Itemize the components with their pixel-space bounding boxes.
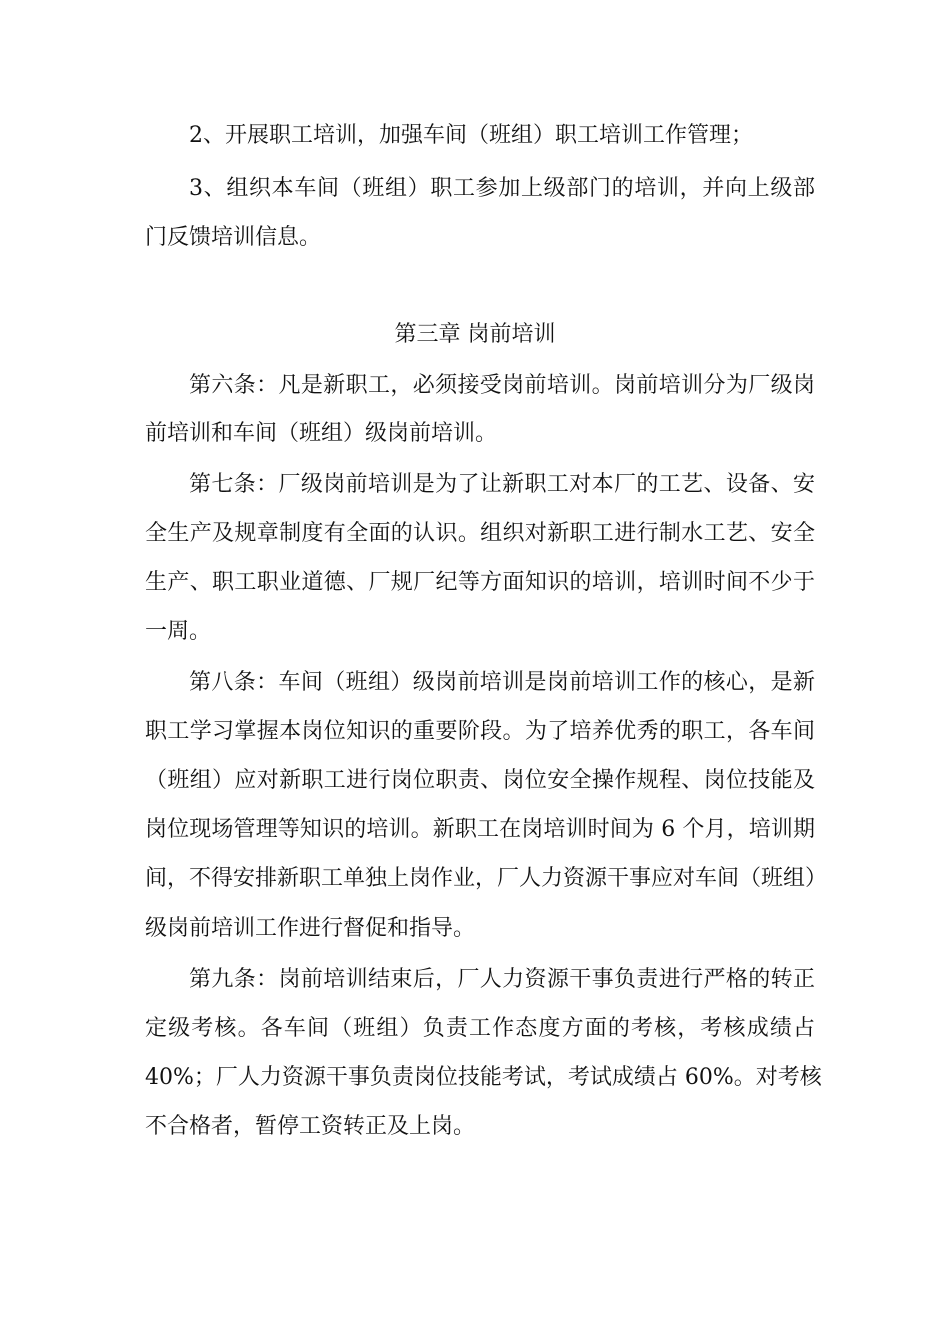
article-7-line: 全生产及规章制度有全面的认识。组织对新职工进行制水工艺、安全 — [145, 521, 815, 546]
article-6-line: 第六条：凡是新职工，必须接受岗前培训。岗前培训分为厂级岗 — [189, 373, 815, 398]
list-item-3: 3、组织本车间（班组）职工参加上级部门的培训，并向上级部 — [189, 176, 815, 201]
article-7-line: 第七条：厂级岗前培训是为了让新职工对本厂的工艺、设备、安 — [189, 472, 815, 497]
article-6-line: 前培训和车间（班组）级岗前培训。 — [145, 421, 498, 446]
chapter-title: 第三章 岗前培训 — [394, 322, 556, 347]
article-7-line: 一周。 — [145, 619, 212, 644]
article-8-line: （班组）应对新职工进行岗位职责、岗位安全操作规程、岗位技能及 — [145, 768, 815, 793]
article-8-line: 级岗前培训工作进行督促和指导。 — [145, 916, 476, 941]
article-8-line: 职工学习掌握本岗位知识的重要阶段。为了培养优秀的职工，各车间 — [145, 719, 815, 744]
article-7-line: 生产、职工职业道德、厂规厂纪等方面知识的培训，培训时间不少于 — [145, 570, 815, 595]
list-item-2: 2、开展职工培训，加强车间（班组）职工培训工作管理； — [189, 123, 753, 148]
article-9-line: 不合格者，暂停工资转正及上岗。 — [145, 1114, 476, 1139]
article-9-line: 40%；厂人力资源干事负责岗位技能考试，考试成绩占 60%。对考核 — [145, 1065, 822, 1090]
article-8-line: 岗位现场管理等知识的培训。新职工在岗培训时间为 6 个月，培训期 — [145, 817, 815, 842]
article-9-line: 定级考核。各车间（班组）负责工作态度方面的考核，考核成绩占 — [145, 1016, 815, 1041]
article-9-line: 第九条：岗前培训结束后，厂人力资源干事负责进行严格的转正 — [189, 967, 815, 992]
article-8-line: 第八条：车间（班组）级岗前培训是岗前培训工作的核心，是新 — [189, 670, 815, 695]
list-item-3-continued: 门反馈培训信息。 — [145, 225, 322, 250]
article-8-line: 间，不得安排新职工单独上岗作业，厂人力资源干事应对车间（班组） — [145, 866, 828, 891]
